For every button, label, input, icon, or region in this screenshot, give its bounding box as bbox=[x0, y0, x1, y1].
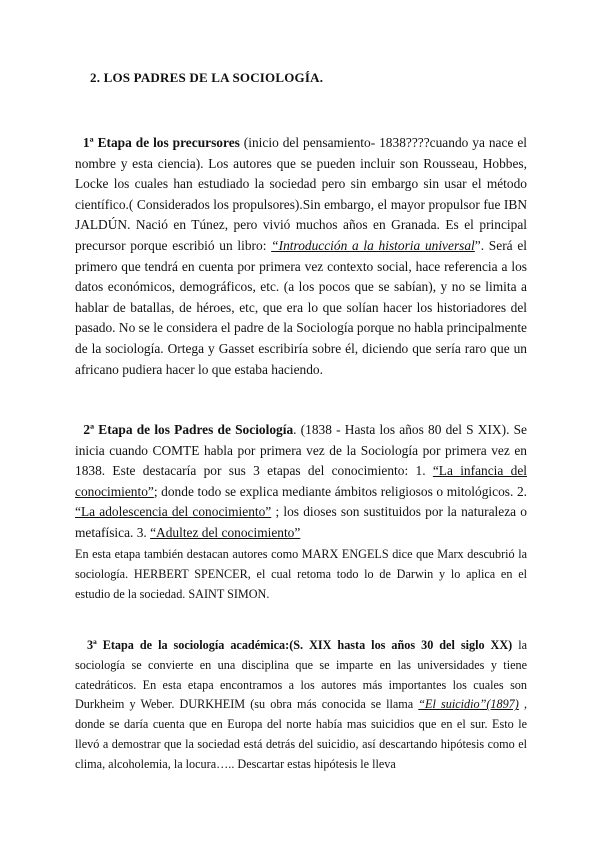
book-title-link: “Introducción a la historia universal bbox=[271, 237, 475, 253]
paragraph-stage-2 bbox=[75, 420, 527, 544]
paragraph-stage-1 bbox=[75, 133, 527, 380]
stage-3-title: 3ª Etapa de la sociología académica:(S. XIX hasta los años 30 del siglo XX) bbox=[87, 638, 513, 652]
stage-2-text-c: ; los dioses son sustituidos por la naturaleza o metafísica. 3. bbox=[75, 504, 527, 540]
paragraph-stage-3 bbox=[75, 636, 527, 775]
stage-2-phase-1: “La infancia del conocimiento” bbox=[75, 463, 527, 499]
stage-3-text-b: , donde se daría cuenta que en Europa del norte había mas suicidios que en el sur. Esto le llevó a demostrar que la sociedad está detrás del suicidio, así descartando hipótesis como el clima, alcoholemia, la locura….. Descartar estas hipótesis le lleva bbox=[75, 697, 527, 771]
stage-2-text-b: ; donde todo se explica mediante ámbitos religiosos o mitológicos. 2. bbox=[153, 483, 527, 499]
paragraph-stage-2-authors: En esta etapa también destacan autores como MARX ENGELS dice que Marx descubrió la sociología. HERBERT SPENCER, el cual retoma todo lo de Darwin y lo aplica en el estudio de la sociedad. SAINT SIMON. bbox=[75, 547, 527, 601]
section-heading: 2. LOS PADRES DE LA SOCIOLOGÍA. bbox=[90, 70, 324, 85]
stage-2-phase-2: “La adolescencia del conocimiento” bbox=[75, 504, 272, 520]
stage-1-title: 1ª Etapa de los precursores bbox=[82, 135, 240, 150]
stage-3-book-title: “El suicidio”(1897) bbox=[418, 697, 519, 712]
stage-2-text-a: . (1838 - Hasta los años 80 del S XIX). Se inicia cuando COMTE habla por primera vez de la Sociología por primera vez en 1838. Este destacaría por sus 3 etapas del conocimiento: 1. bbox=[75, 422, 528, 479]
stage-2-phase-3: “Adultez del conocimiento” bbox=[150, 524, 301, 540]
stage-2-title: 2ª Etapa de los Padres de Sociología bbox=[83, 422, 294, 437]
stage-1-text-b: ”. Será el primero que tendrá en cuenta por primera vez contexto social, hace referencia a los datos económicos, demográficos, etc. (a los pocos que se sabían), y no se limita a hablar de batallas, de héroes, etc, que era lo que solían hacer los historiadores del pasado. No se le considera el padre de la Sociología porque no habla principalmente de la sociología. Ortega y Gasset escribiría sobre él, diciendo que sería raro que un africano pudiera hacer lo que estaba haciendo. bbox=[75, 237, 527, 377]
stage-1-text-a: (inicio del pensamiento- 1838????cuando ya nace el nombre y esta ciencia). Los autores que se pueden incluir son Rousseau, Hobbes, Locke los cuales han estudiado la sociedad pero sin embargo sin usar el método científico.( Considerados los propulsores).Sin embargo, el mayor propulsor fue IBN JALDÚN. Nació en Túnez, pero vivió muchos años en Granada. Es el principal precursor porque escribió un libro: bbox=[75, 135, 528, 253]
stage-3-text-a: la sociología se convierte en una disciplina que se imparte en las universidades y tiene catedráticos. En esta etapa encontramos a los autores más importantes los cuales son Durkheim y Weber. DURKHEIM (su obra más conocida se llama bbox=[75, 638, 528, 712]
